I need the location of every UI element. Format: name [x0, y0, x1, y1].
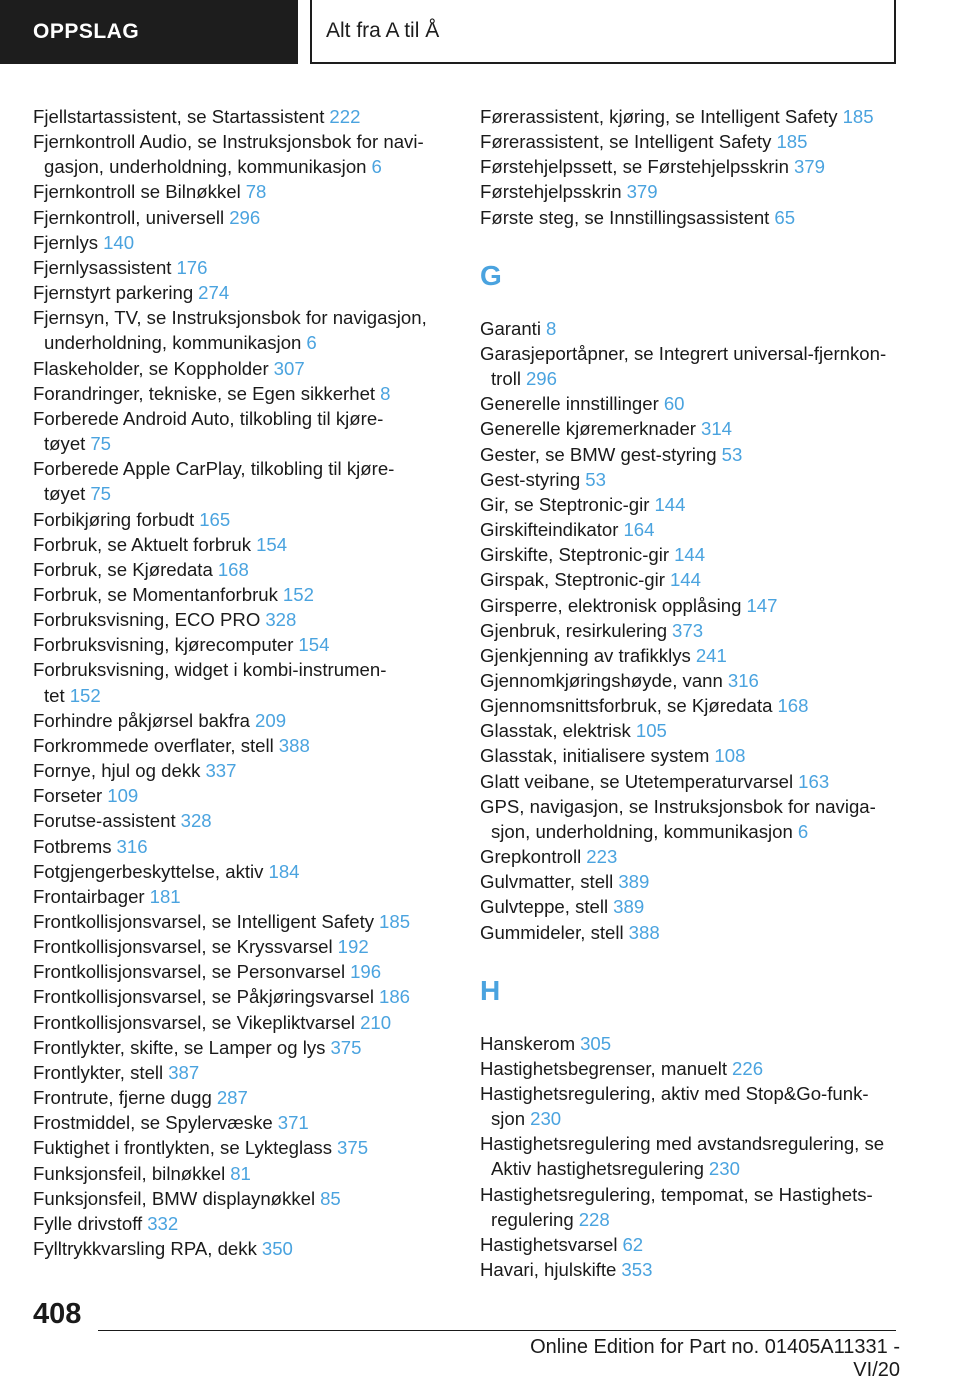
index-entry	[480, 743, 900, 768]
index-entry-term: Hastighetsbegrenser, manuelt	[480, 1057, 728, 1079]
page-reference-link[interactable]: 388	[628, 921, 660, 943]
page-reference-link[interactable]: 316	[727, 669, 759, 691]
index-entry	[33, 582, 443, 607]
index-entry	[33, 934, 443, 959]
index-entry-term: Gulvmatter, stell	[480, 871, 614, 893]
page-reference-link[interactable]: 222	[329, 106, 361, 127]
index-entry	[33, 1186, 443, 1211]
index-entry	[33, 1211, 443, 1236]
index-entry-term: Flaskeholder, se Koppholder	[33, 357, 269, 379]
page-reference-link[interactable]: 144	[669, 569, 701, 591]
page-reference-link[interactable]: 154	[256, 533, 288, 555]
index-entry-term: Gummideler, stell	[480, 921, 624, 943]
index-entry	[33, 406, 443, 456]
index-entry	[480, 643, 900, 668]
page-reference-link[interactable]: 375	[337, 1137, 369, 1159]
index-entry	[33, 808, 443, 833]
page-reference-link[interactable]: 186	[379, 986, 411, 1008]
index-entry	[33, 1135, 443, 1160]
index-entry-term: Forbruksvisning, ECO PRO	[33, 609, 261, 631]
index-entry-term: Førerassistent, kjøring, se Intelligent Safety	[480, 106, 838, 127]
section-letter-h: H	[480, 974, 501, 1006]
index-entry-term: Gjennomsnittsforbruk, se Kjøredata	[480, 695, 773, 717]
page-reference-link[interactable]: 316	[116, 835, 148, 857]
page-reference-link[interactable]: 163	[798, 770, 830, 792]
index-entry-term: Frontkollisjonsvarsel, se Vikepliktvarsel	[33, 1011, 356, 1033]
page-reference-link[interactable]: 75	[90, 483, 112, 505]
index-entry	[480, 1031, 900, 1056]
index-group-g	[480, 316, 900, 945]
page-reference-link[interactable]: 328	[180, 810, 212, 832]
page-reference-link[interactable]: 296	[229, 206, 261, 228]
index-entry	[480, 1081, 900, 1131]
index-entry-term: Fjernstyrt parkering	[33, 282, 194, 304]
index-entry	[33, 129, 443, 179]
index-entry	[33, 1060, 443, 1085]
index-entry	[33, 255, 443, 280]
index-entry	[33, 758, 443, 783]
index-entry-term: Forbikjøring forbudt	[33, 508, 195, 530]
page-reference-link[interactable]: 337	[205, 760, 237, 782]
page-reference-link[interactable]: 353	[621, 1259, 653, 1281]
index-entry-term: Forberede Apple CarPlay, tilkobling til kjøre-tøyet	[33, 458, 395, 505]
index-entry-term: Forberede Android Auto, tilkobling til kjøre-tøyet	[33, 407, 384, 455]
section-letter-g: G	[480, 259, 502, 291]
index-entry-term: Forbruksvisning, widget i kombi-instrumen-tet	[33, 659, 387, 706]
page-reference-link[interactable]: 6	[306, 332, 317, 354]
index-entry-term: Første steg, se Innstillingsassistent	[480, 206, 770, 228]
page-reference-link[interactable]: 192	[337, 936, 369, 958]
section-tab	[0, 0, 298, 64]
page-reference-link[interactable]: 379	[626, 181, 658, 203]
page-reference-link[interactable]: 209	[255, 709, 287, 731]
index-entry	[480, 894, 900, 919]
page-reference-link[interactable]: 274	[198, 282, 230, 304]
index-entry-term: Gjennomkjøringshøyde, vann	[480, 669, 723, 691]
index-entry	[33, 230, 443, 255]
page-reference-link[interactable]: 53	[721, 443, 743, 465]
index-entry	[480, 517, 900, 542]
index-entry	[480, 154, 900, 179]
index-column-right	[480, 104, 900, 1282]
index-entry-term: Fjernlys	[33, 231, 99, 253]
index-entry	[33, 381, 443, 406]
index-entry-term: Gest-styring	[480, 468, 581, 490]
index-entry-term: Hastighetsregulering med avstandsregulering, se Aktiv hastighetsregulering	[480, 1133, 885, 1180]
page-reference-link[interactable]: 176	[176, 256, 208, 278]
index-entry-term: Fjellstartassistent, se Startassistent	[33, 106, 325, 127]
index-entry-term: Fotgjengerbeskyttelse, aktiv	[33, 860, 264, 882]
index-entry	[480, 104, 900, 129]
page-reference-link[interactable]: 181	[149, 885, 181, 907]
page-reference-link[interactable]: 210	[360, 1011, 392, 1033]
index-entry	[480, 1232, 900, 1257]
index-entry-term: Gjenbruk, resirkulering	[480, 619, 668, 641]
index-entry	[33, 456, 443, 506]
index-entry	[33, 657, 443, 707]
index-entry	[480, 341, 900, 391]
page-reference-link[interactable]: 314	[700, 418, 733, 440]
index-entry-term: Fjernkontroll Audio, se Instruksjonsbok for navi-gasjon, underholdning, kommunikasjon	[33, 131, 424, 178]
chapter-title: Alt fra A til Å	[326, 19, 440, 42]
page-reference-link[interactable]: 147	[746, 594, 778, 616]
page-reference-link[interactable]: 144	[654, 493, 686, 515]
page-reference-link[interactable]: 241	[695, 644, 727, 666]
index-entry-term: Førstehjelpsskrin	[480, 181, 622, 203]
page-reference-link[interactable]: 105	[635, 720, 667, 742]
page-reference-link[interactable]: 371	[277, 1112, 309, 1134]
page-reference-link[interactable]: 230	[530, 1108, 562, 1130]
index-entry	[33, 984, 443, 1009]
index-entry	[480, 769, 900, 794]
index-entry	[33, 733, 443, 758]
index-entry-term: Frontkollisjonsvarsel, se Personvarsel	[33, 961, 346, 983]
section-label: OPPSLAG	[33, 20, 140, 43]
page-reference-link[interactable]: 230	[708, 1158, 740, 1180]
index-entry	[33, 1110, 443, 1135]
index-entry	[33, 356, 443, 381]
index-entry	[480, 129, 900, 154]
index-entry-term: Hastighetsregulering, aktiv med Stop&Go-funk-sjon	[480, 1083, 869, 1130]
index-entry	[480, 593, 900, 618]
index-entry	[33, 1085, 443, 1110]
page-reference-link[interactable]: 140	[103, 231, 135, 253]
index-entry	[33, 1035, 443, 1060]
index-group-h	[480, 1031, 900, 1283]
index-entry	[33, 859, 443, 884]
page-reference-link[interactable]: 296	[525, 368, 557, 390]
index-entry-term: Fylltrykkvarsling RPA, dekk	[33, 1238, 257, 1260]
footer-divider	[98, 1330, 896, 1331]
index-entry	[480, 567, 900, 592]
index-entry	[480, 492, 900, 517]
index-entry	[480, 179, 900, 204]
index-entry-term: Funksjonsfeil, bilnøkkel	[33, 1162, 226, 1184]
page-reference-link[interactable]: 185	[776, 131, 808, 153]
index-entry-term: Frontrute, fjerne dugg	[33, 1087, 212, 1109]
page-reference-link[interactable]: 226	[732, 1057, 764, 1079]
index-entry-term: Fjernlysassistent	[33, 256, 172, 278]
page-reference-link[interactable]: 287	[216, 1087, 248, 1109]
index-entry-term: Frontlykter, skifte, se Lamper og lys	[33, 1036, 326, 1058]
index-entry-term: Garasjeportåpner, se Integrert universal-fjernkon-troll	[480, 342, 887, 390]
page-reference-link[interactable]: 307	[273, 357, 305, 379]
index-entry	[33, 179, 443, 204]
page-reference-link[interactable]: 185	[842, 106, 874, 127]
index-entry-term: Hastighetsvarsel	[480, 1233, 618, 1255]
index-entry-term: Frontkollisjonsvarsel, se Kryssvarsel	[33, 936, 333, 958]
index-entry-term: Fjernkontroll, universell	[33, 206, 225, 228]
index-group-f-continued	[480, 104, 900, 230]
index-entry	[480, 1056, 900, 1081]
index-entry-term: Fotbrems	[33, 835, 112, 857]
index-entry	[33, 104, 443, 129]
index-entry-term: Frontkollisjonsvarsel, se Intelligent Safety	[33, 911, 375, 932]
index-entry-term: Glasstak, elektrisk	[480, 720, 631, 742]
index-entry	[33, 607, 443, 632]
page-reference-link[interactable]: 388	[278, 734, 310, 756]
index-entry-term: Glasstak, initialisere system	[480, 745, 710, 767]
page-reference-link[interactable]: 164	[623, 519, 655, 541]
page-reference-link[interactable]: 389	[618, 871, 650, 893]
index-entry	[480, 693, 900, 718]
index-entry	[480, 1257, 900, 1282]
index-entry	[33, 205, 443, 230]
index-entry-term: Fjernkontroll se Bilnøkkel	[33, 181, 241, 203]
index-entry-term: Forkrommede overflater, stell	[33, 734, 274, 756]
index-entry-term: Gjenkjenning av trafikklys	[480, 644, 691, 666]
index-entry-term: Gir, se Steptronic-gir	[480, 493, 650, 515]
index-entry	[33, 507, 443, 532]
page-reference-link[interactable]: 6	[797, 820, 809, 842]
page-reference-link[interactable]: 375	[330, 1036, 362, 1058]
index-entry	[33, 783, 443, 808]
page-reference-link[interactable]: 379	[793, 156, 825, 178]
index-entry	[33, 305, 443, 355]
index-entry-term: Havari, hjulskifte	[480, 1259, 617, 1281]
index-entry	[480, 718, 900, 743]
page-number: 408	[33, 1298, 82, 1330]
index-entry-term: Girskifteindikator	[480, 519, 619, 541]
index-entry	[480, 869, 900, 894]
index-entry	[33, 632, 443, 657]
index-entry-term: Gester, se BMW gest-styring	[480, 443, 717, 465]
index-entry-term: Forbruk, se Momentanforbruk	[33, 583, 278, 605]
edition-note: Online Edition for Part no. 01405A11331 - VI/20	[530, 1336, 900, 1381]
page-reference-link[interactable]: 185	[379, 911, 411, 932]
index-entry	[33, 959, 443, 984]
page-reference-link[interactable]: 223	[586, 846, 618, 868]
index-entry	[480, 668, 900, 693]
index-entry-term: Fylle drivstoff	[33, 1212, 143, 1234]
page-reference-link[interactable]: 168	[217, 558, 249, 580]
page-reference-link[interactable]: 53	[585, 468, 606, 490]
index-entry-term: Fuktighet i frontlykten, se Lykteglass	[33, 1137, 333, 1159]
page-reference-link[interactable]: 6	[371, 156, 382, 178]
index-entry	[480, 316, 900, 341]
index-entry-term: Glatt veibane, se Utetemperaturvarsel	[480, 770, 794, 792]
index-entry	[33, 909, 443, 934]
index-entry	[480, 1182, 900, 1232]
index-entry-term: Girsperre, elektronisk opplåsing	[480, 594, 742, 616]
index-entry-term: Garanti	[480, 317, 541, 339]
index-entry	[480, 794, 900, 844]
index-entry	[33, 532, 443, 557]
page-reference-link[interactable]: 332	[147, 1212, 179, 1234]
page-reference-link[interactable]: 168	[777, 695, 809, 717]
index-entry-term: Girspak, Steptronic-gir	[480, 569, 665, 591]
index-entry	[480, 391, 900, 416]
page-reference-link[interactable]: 65	[774, 206, 796, 228]
page-reference-link[interactable]: 75	[90, 433, 112, 455]
page-reference-link[interactable]: 196	[350, 961, 382, 983]
index-entry	[480, 205, 900, 230]
page-reference-link[interactable]: 8	[380, 382, 391, 404]
index-entry-term: Funksjonsfeil, BMW displaynøkkel	[33, 1187, 316, 1209]
index-entry	[33, 1161, 443, 1186]
page-reference-link[interactable]: 184	[268, 860, 300, 882]
index-entry-term: Grepkontroll	[480, 846, 582, 868]
page-reference-link[interactable]: 228	[578, 1208, 610, 1230]
index-column-left	[33, 104, 443, 1261]
index-entry	[480, 467, 900, 492]
chapter-title-box	[310, 0, 896, 64]
index-entry-term: Forutse-assistent	[33, 810, 176, 832]
index-entry-term: Forandringer, tekniske, se Egen sikkerhet	[33, 382, 376, 404]
index-entry-term: Hastighetsregulering, tempomat, se Hastighets-regulering	[480, 1183, 873, 1230]
page-reference-link[interactable]: 81	[230, 1162, 251, 1184]
index-entry-term: Generelle innstillinger	[480, 393, 659, 415]
page-reference-link[interactable]: 8	[545, 317, 557, 339]
index-entry	[33, 708, 443, 733]
index-entry-term: Frontlykter, stell	[33, 1061, 164, 1083]
index-entry	[33, 884, 443, 909]
index-entry-term: Fornye, hjul og dekk	[33, 760, 201, 782]
index-entry	[480, 920, 900, 945]
page-reference-link[interactable]: 109	[107, 785, 139, 807]
index-entry-term: Forbruksvisning, kjørecomputer	[33, 634, 294, 656]
index-entry-term: Forseter	[33, 785, 103, 807]
page-reference-link[interactable]: 60	[663, 393, 685, 415]
index-entry-term: Fjernsyn, TV, se Instruksjonsbok for navigasjon, underholdning, kommunikasjon	[33, 307, 427, 354]
page-reference-link[interactable]: 154	[298, 634, 330, 656]
index-entry-term: Forbruk, se Kjøredata	[33, 558, 213, 580]
index-entry	[33, 834, 443, 859]
index-entry	[480, 416, 900, 441]
page-reference-link[interactable]: 387	[168, 1061, 200, 1083]
index-entry-term: Førstehjelpssett, se Førstehjelpsskrin	[480, 156, 789, 178]
page-reference-link[interactable]: 152	[69, 684, 101, 706]
index-entry-term: Girskifte, Steptronic-gir	[480, 544, 670, 566]
index-entry	[33, 557, 443, 582]
index-entry-term: Frostmiddel, se Spylervæske	[33, 1112, 273, 1134]
index-entry-term: Frontkollisjonsvarsel, se Påkjøringsvarsel	[33, 986, 374, 1008]
page-reference-link[interactable]: 78	[245, 181, 267, 203]
index-entry	[33, 1010, 443, 1035]
index-entry-term: Forhindre påkjørsel bakfra	[33, 709, 251, 731]
index-entry	[480, 442, 900, 467]
index-entry-term: Gulvteppe, stell	[480, 896, 609, 918]
index-entry-term: GPS, navigasjon, se Instruksjonsbok for naviga-sjon, underholdning, kommunikasjon	[480, 795, 876, 842]
index-entry	[33, 1236, 443, 1261]
index-entry	[480, 618, 900, 643]
index-entry-term: Forbruk, se Aktuelt forbruk	[33, 533, 252, 555]
index-entry-term: Hanskerom	[480, 1032, 576, 1054]
index-entry	[480, 1131, 900, 1181]
index-entry	[480, 542, 900, 567]
page-reference-link[interactable]: 108	[714, 745, 746, 767]
index-entry-term: Førerassistent, se Intelligent Safety	[480, 131, 772, 153]
index-entry-term: Frontairbager	[33, 885, 145, 907]
index-entry	[33, 280, 443, 305]
page-reference-link[interactable]: 62	[622, 1233, 644, 1255]
page-reference-link[interactable]: 165	[199, 508, 231, 530]
page-reference-link[interactable]: 373	[672, 619, 704, 641]
page-reference-link[interactable]: 152	[282, 583, 314, 605]
page-reference-link[interactable]: 328	[265, 609, 297, 631]
page-reference-link[interactable]: 144	[674, 544, 706, 566]
page-reference-link[interactable]: 85	[320, 1187, 341, 1209]
index-entry	[480, 844, 900, 869]
page-reference-link[interactable]: 389	[613, 896, 645, 918]
index-entry-term: Generelle kjøremerknader	[480, 418, 696, 440]
page-reference-link[interactable]: 350	[261, 1238, 293, 1260]
page-reference-link[interactable]: 305	[580, 1032, 612, 1054]
